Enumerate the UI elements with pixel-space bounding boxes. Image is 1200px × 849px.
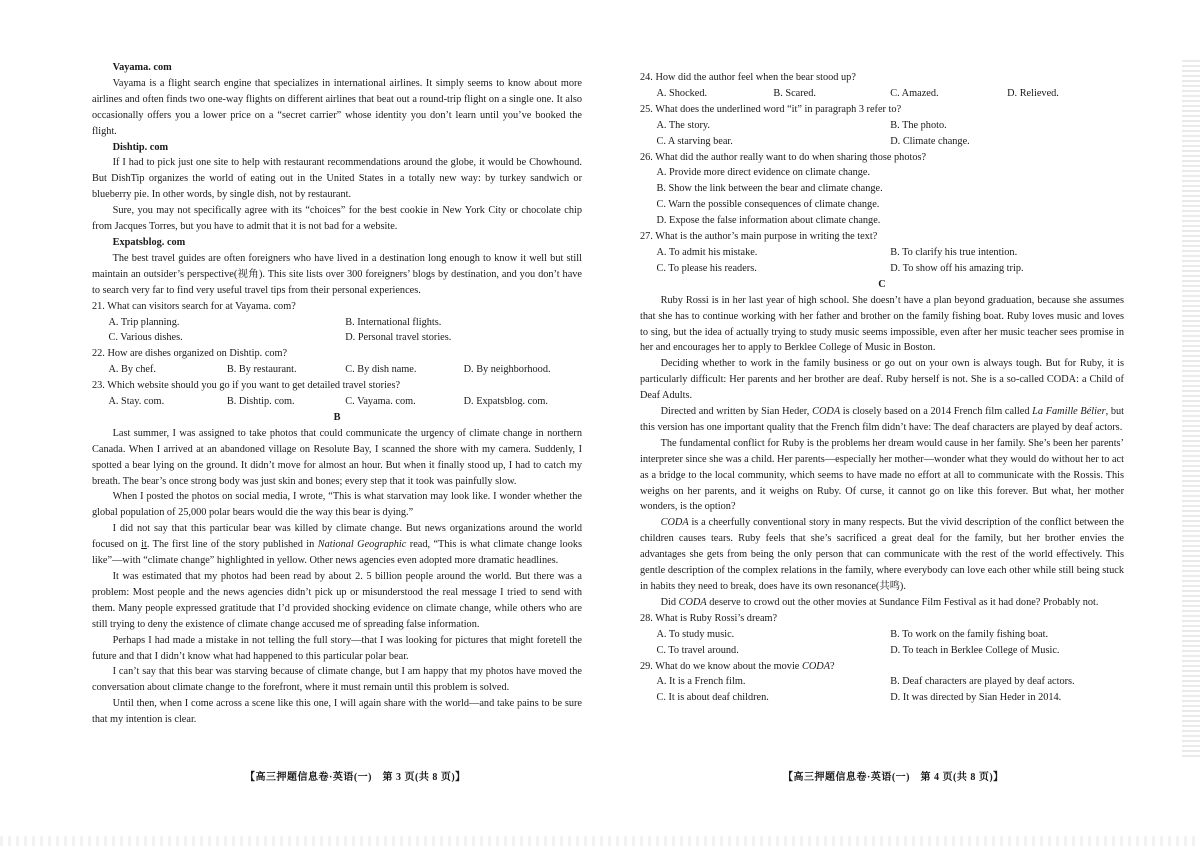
passage-c-paragraph-4: The fundamental conflict for Ruby is the problems her dream would cause in her family. She’s been her parents’ interpreter since she was a child. Her parents—especially her mother—wonder what they would do without her to act as a bridge to the local community, which seems to have made no effort at all to communicate with the Rossis. This weighs on her parents, and it weighs on Ruby. Of curse, it cannot go on like this forever. But what, her mother wonders, is the option? — [640, 437, 1124, 513]
movie-title: CODA — [812, 406, 841, 418]
site2-paragraph-1: If I had to pick just one site to help with restaurant recommendations around the globe, it would be Chowhound. But DishTip organizes the world of eating out in the United States in a totally new way: by turkey sandwich or blueberry pie. In other words, by single dish, not by restaurant. — [92, 157, 582, 201]
option-28-b: B. To work on the family fishing boat. — [890, 628, 1049, 640]
passage-b-paragraph-2: When I posted the photos on social media, I wrote, “This is what starvation may look like. I wonder whether the global population of 25,000 polar bears would die the way this bear is dying.” — [92, 491, 582, 519]
passage-c-paragraph-6 — [640, 595, 1124, 611]
question-21-options — [92, 315, 582, 347]
question-28-options — [640, 627, 1124, 659]
option-29-d: D. It was directed by Sian Heder in 2014. — [890, 692, 1062, 704]
left-page-column — [92, 60, 582, 728]
option-29-a: A. It is a French film. — [656, 676, 746, 688]
option-26-a: A. Provide more direct evidence on climate change. — [656, 167, 871, 179]
option-21-b: B. International flights. — [345, 316, 442, 328]
section-c-heading: C — [878, 278, 886, 290]
passage-b-p3-part3: read, “This is what climate change looks like”—with “climate change” highlighted in yellow. Other news agencies even adopted more dramatic headlines. — [92, 539, 582, 567]
option-22-c: C. By dish name. — [345, 364, 417, 376]
passage-b-paragraph-4: It was estimated that my photos had been read by about 2. 5 billion people around the world. But there was a problem: Most people and the news agencies didn’t pick up or misunderstood the real message I tried to send with them. Many people expressed gratitude that I’d provided shocking evidence on climate change, while others who are still trying to deny the existence of climate change accused me of spreading false information. — [92, 571, 582, 630]
question-23-options — [92, 394, 582, 410]
passage-c-p3-part1: Directed and written by Sian Heder, — [660, 406, 813, 418]
question-21: 21. What can visitors search for at Vayama. com? — [92, 300, 296, 312]
question-29-mark: ? — [830, 660, 835, 672]
site1-paragraph: Vayama is a flight search engine that specializes in international airlines. It simply seems to know about more airlines and often finds two one-way flights on different airlines that beat out a round-trip flight on a single one. It also occasionally offers you a lower price on a “secret carrier” whose identity you don’t learn until you’ve booked the flight. — [92, 77, 582, 137]
option-22-d: D. By neighborhood. — [463, 364, 551, 376]
passage-b-paragraph-1: Last summer, I was assigned to take photos that could communicate the urgency of climate change in northern Canada. When I arrived at an abandoned village on Resolute Bay, I scanned the shore with my camera. Suddenly, I spotted a bear lying on the ground. It didn’t move for almost an hour. But when it finally stood up, I had to catch my breath. The bear’s once strong body was just skin and bones; every step that it took was painfully slow. — [92, 427, 582, 487]
question-27-options — [640, 245, 1124, 277]
movie-title: CODA — [678, 596, 707, 608]
question-22-options — [92, 362, 582, 378]
movie-title: CODA — [801, 660, 830, 672]
page-footer-right: 【高三押题信息卷·英语(一) 第 4 页(共 8 页)】 — [783, 772, 1004, 783]
site1-heading: Vayama. com — [112, 62, 172, 73]
passage-b-p3-part1: I did not say that this particular bear was killed by climate change. But news organizations around the world focused on — [92, 523, 582, 551]
option-29-b: B. Deaf characters are played by deaf actors. — [890, 676, 1075, 688]
french-film-title: La Famille Bélier — [1032, 406, 1106, 418]
site2-heading: Dishtip. com — [112, 141, 169, 153]
option-22-b: B. By restaurant. — [226, 364, 297, 376]
question-24: 24. How did the author feel when the bear stood up? — [640, 72, 856, 83]
magazine-title: National Geographic — [317, 539, 407, 551]
question-29-options — [640, 674, 1124, 706]
passage-b-paragraph-6: I can’t say that this bear was starving because of climate change, but I am happy that my photos have moved the conversation about climate change to the forefront, where it must remain until this problem is solved. — [92, 666, 582, 694]
question-27: 27. What is the author’s main purpose in writing the text? — [640, 231, 878, 243]
option-24-a: A. Shocked. — [656, 87, 708, 99]
passage-c-p6-part1: Did — [660, 596, 679, 608]
passage-c-paragraph-2: Deciding whether to work in the family business or go out on your own is always tough. But for Ruby, it is particularly difficult: Her parents and her brother are deaf. Ruby herself is not. She is a so-called CODA: a Child of Deaf Adults. — [640, 358, 1124, 402]
option-29-c: C. It is about deaf children. — [656, 692, 769, 704]
option-27-c: C. To please his readers. — [656, 262, 757, 274]
section-b-heading: B — [333, 411, 341, 423]
site3-paragraph: The best travel guides are often foreigners who have lived in a destination long enough to know it well but still maintain an outsider’s perspective(视角). This site lists over 300 foreigners’ blogs by destination, and you don’t have to search very far to find very useful travel tips from their personal experiences. — [92, 252, 582, 296]
option-26-b: B. Show the link between the bear and climate change. — [656, 183, 883, 195]
option-28-d: D. To teach in Berklee College of Music. — [890, 644, 1060, 656]
question-25: 25. What does the underlined word “it” in paragraph 3 refer to? — [640, 103, 902, 115]
scan-bottom-texture — [0, 836, 1200, 846]
passage-b-paragraph-5: Perhaps I had made a mistake in not telling the full story—that I was looking for pictures that might foretell the future and that I didn’t know what had happened to this particular polar bear. — [92, 634, 582, 662]
underlined-word-it: it — [141, 539, 147, 551]
site3-heading: Expatsblog. com — [112, 236, 186, 248]
right-page-column — [640, 70, 1124, 706]
site2-paragraph-2: Sure, you may not specifically agree with its “choices” for the best cookie in New York City or chocolate chip from Jacques Torres, but you have to admit that it is not bad for a website. — [92, 205, 582, 233]
passage-b-paragraph-7: Until then, when I come across a scene like this one, I will again share with the world—and take pains to be sure that my intention is clear. — [92, 698, 582, 726]
option-26-c: C. Warn the possible consequences of climate change. — [656, 199, 880, 211]
question-26: 26. What did the author really want to do when sharing those photos? — [640, 151, 927, 163]
option-24-c: C. Amazed. — [890, 87, 939, 99]
option-23-b: B. Dishtip. com. — [226, 396, 295, 408]
passage-c-paragraph-1: Ruby Rossi is in her last year of high school. She doesn’t have a plan beyond graduation, because she assumes that she has to continue working with her father and brother on the family fishing boat. Ruby loves music and loves to sing, but the idea of actually trying to study music seems impossible, even after her music teacher sees promise in her and encourages her to apply to Berklee College of Music in Boston. — [640, 294, 1124, 354]
option-27-d: D. To show off his amazing trip. — [890, 262, 1024, 274]
option-25-b: B. The photo. — [890, 119, 947, 131]
option-21-a: A. Trip planning. — [108, 316, 180, 328]
question-29 — [640, 659, 1124, 675]
option-23-d: D. Expatsblog. com. — [463, 396, 548, 408]
option-23-a: A. Stay. com. — [108, 396, 165, 408]
scan-edge-texture — [1182, 60, 1200, 760]
question-25-options — [640, 118, 1124, 150]
question-23: 23. Which website should you go if you want to get detailed travel stories? — [92, 380, 401, 392]
option-25-d: D. Climate change. — [890, 135, 970, 147]
movie-title: CODA — [660, 517, 689, 529]
option-21-c: C. Various dishes. — [108, 332, 183, 344]
option-24-d: D. Relieved. — [1007, 87, 1059, 99]
option-21-d: D. Personal travel stories. — [345, 332, 452, 344]
passage-c-p3-part3: , but this version has one important quality that the French film didn’t have: The deaf characters are played by deaf actors. — [640, 406, 1125, 433]
option-23-c: C. Vayama. com. — [345, 396, 416, 408]
passage-b-p3-part2: . The first line of the story published in — [146, 539, 318, 551]
passage-c-p6-part2: deserve to crowd out the other movies at Sundance Film Festival as it had done? Probably not. — [706, 596, 1099, 608]
question-29-text: 29. What do we know about the movie — [640, 660, 802, 672]
passage-c-paragraph-5 — [640, 515, 1124, 595]
question-28: 28. What is Ruby Rossi’s dream? — [640, 612, 778, 624]
question-24-options — [640, 86, 1124, 102]
option-28-a: A. To study music. — [656, 628, 735, 640]
option-27-b: B. To clarify his true intention. — [890, 246, 1018, 258]
option-22-a: A. By chef. — [108, 364, 156, 376]
option-24-b: B. Scared. — [773, 87, 816, 99]
option-26-d: D. Expose the false information about climate change. — [656, 215, 881, 227]
question-22: 22. How are dishes organized on Dishtip. com? — [92, 348, 288, 360]
passage-c-paragraph-3 — [640, 404, 1124, 436]
option-27-a: A. To admit his mistake. — [656, 246, 758, 258]
option-28-c: C. To travel around. — [656, 644, 739, 656]
option-25-a: A. The story. — [656, 119, 710, 131]
option-25-c: C. A starving bear. — [656, 135, 733, 147]
page-footer-left: 【高三押题信息卷·英语(一) 第 3 页(共 8 页)】 — [245, 772, 466, 783]
passage-b-paragraph-3 — [92, 521, 582, 569]
passage-c-p5-text: is a cheerfully conventional story in many respects. But the vivid description of the conflict between the children causes tears. Ruby feels that she’s sacrificed a great deal for the family, but her brother envies the advantages she gets from being the only person that can communicate with the rest of the world effectively. This gentle description of the complex relations in the family, where everybody can love each other while still being stuck in habits they need to break, does have its own resonance(共鸣). — [640, 517, 1124, 592]
passage-c-p3-part2: is closely based on a 2014 French film called — [840, 406, 1033, 418]
